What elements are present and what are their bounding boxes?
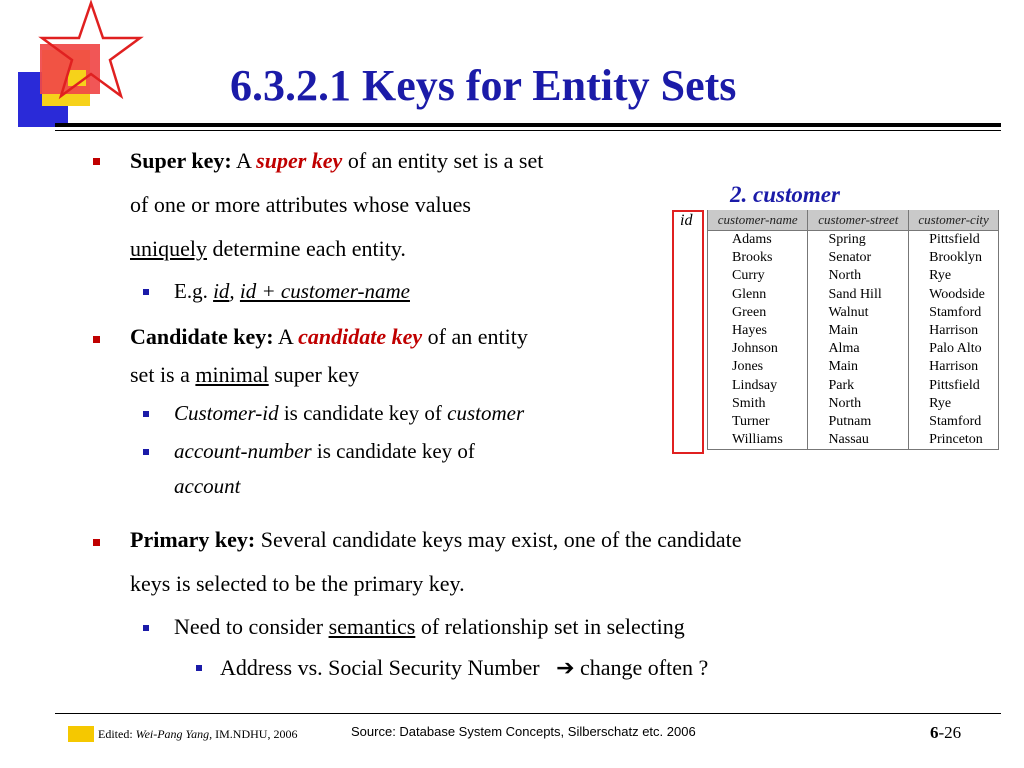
table-cell: Pittsfield — [909, 377, 999, 395]
table-cell: Brooklyn — [909, 249, 999, 267]
table-cell: Sand Hill — [808, 286, 909, 304]
column-header: customer-name — [708, 210, 808, 231]
table-cell: Lindsay — [708, 377, 808, 395]
primary-key-line2: keys is selected to be the primary key. — [130, 571, 465, 596]
bullet-icon — [93, 158, 100, 165]
table-row — [708, 304, 999, 322]
column-header: customer-street — [808, 210, 909, 231]
table-row — [708, 358, 999, 376]
table-cell: Harrison — [909, 322, 999, 340]
table-cell: Alma — [808, 340, 909, 358]
table-cell: Rye — [909, 267, 999, 285]
id-column-label: id — [680, 212, 693, 229]
table-cell: Brooks — [708, 249, 808, 267]
table-cell: Curry — [708, 267, 808, 285]
sub-sub-bullet-icon — [196, 665, 202, 671]
sub-bullet-icon — [143, 449, 149, 455]
table-cell: Smith — [708, 395, 808, 413]
customer-table — [707, 210, 999, 450]
arrow-right-icon: ➔ — [556, 655, 575, 680]
table-row — [708, 267, 999, 285]
table-cell: Williams — [708, 431, 808, 450]
sub-bullet-icon — [143, 625, 149, 631]
table-cell: Walnut — [808, 304, 909, 322]
table-cell: Woodside — [909, 286, 999, 304]
table-row — [708, 322, 999, 340]
slide-title: 6.3.2.1 Keys for Entity Sets — [230, 61, 737, 110]
table-row — [708, 431, 999, 450]
table-row — [708, 377, 999, 395]
table-cell: Glenn — [708, 286, 808, 304]
star-logo-icon — [18, 0, 148, 130]
table-cell: Nassau — [808, 431, 909, 450]
table-cell: Adams — [708, 231, 808, 250]
candidate-key-line2: set is a minimal super key — [130, 362, 360, 387]
candidate-key-sub2-cont: account — [174, 474, 241, 498]
table-row — [708, 340, 999, 358]
table-row — [708, 395, 999, 413]
primary-key-sub1: Need to consider semantics of relationship set in selecting — [174, 614, 685, 639]
table-cell: Stamford — [909, 413, 999, 431]
primary-key-sub2: Address vs. Social Security Number ➔ change often ? — [220, 655, 709, 680]
footer-color-box — [68, 726, 94, 742]
sub-bullet-icon — [143, 289, 149, 295]
title-divider — [55, 123, 1001, 127]
table-cell: Jones — [708, 358, 808, 376]
table-cell: Main — [808, 322, 909, 340]
table-cell: Turner — [708, 413, 808, 431]
footer-edited: Edited: Wei-Pang Yang, IM.NDHU, 2006 — [98, 727, 298, 741]
table-row — [708, 249, 999, 267]
super-key-line2: of one or more attributes whose values — [130, 192, 471, 217]
table-cell: Putnam — [808, 413, 909, 431]
primary-key-line1: Primary key: Several candidate keys may exist, one of the candidate — [130, 527, 742, 552]
table-cell: Princeton — [909, 431, 999, 450]
footer-divider — [55, 713, 1001, 714]
footer-source: Source: Database System Concepts, Silberschatz etc. 2006 — [351, 724, 696, 739]
bullet-icon — [93, 539, 100, 546]
table-cell: Harrison — [909, 358, 999, 376]
candidate-key-sub1: Customer-id is candidate key of customer — [174, 401, 525, 425]
column-header: customer-city — [909, 210, 999, 231]
table-cell: Rye — [909, 395, 999, 413]
title-divider-thin — [55, 130, 1001, 131]
table-cell: Pittsfield — [909, 231, 999, 250]
table-row — [708, 413, 999, 431]
sub-bullet-icon — [143, 411, 149, 417]
candidate-key-line1: Candidate key: A candidate key of an entity — [130, 324, 528, 349]
table-row — [708, 231, 999, 250]
table-cell: Spring — [808, 231, 909, 250]
table-cell: North — [808, 395, 909, 413]
table-row — [708, 286, 999, 304]
table-cell: Park — [808, 377, 909, 395]
id-column-box — [672, 210, 704, 454]
table-cell: Hayes — [708, 322, 808, 340]
table-cell: Main — [808, 358, 909, 376]
candidate-key-sub2: account-number is candidate key of — [174, 439, 475, 463]
page-number: 6-26 — [930, 723, 962, 742]
table-caption: 2. customer — [730, 182, 840, 207]
super-key-line1: Super key: A super key of an entity set is a set — [130, 148, 544, 173]
table-cell: Stamford — [909, 304, 999, 322]
bullet-icon — [93, 336, 100, 343]
table-cell: Johnson — [708, 340, 808, 358]
super-key-line3: uniquely determine each entity. — [130, 236, 406, 261]
table-cell: Palo Alto — [909, 340, 999, 358]
super-key-example: E.g. id, id + customer-name — [174, 279, 410, 303]
table-cell: North — [808, 267, 909, 285]
table-cell: Green — [708, 304, 808, 322]
table-cell: Senator — [808, 249, 909, 267]
